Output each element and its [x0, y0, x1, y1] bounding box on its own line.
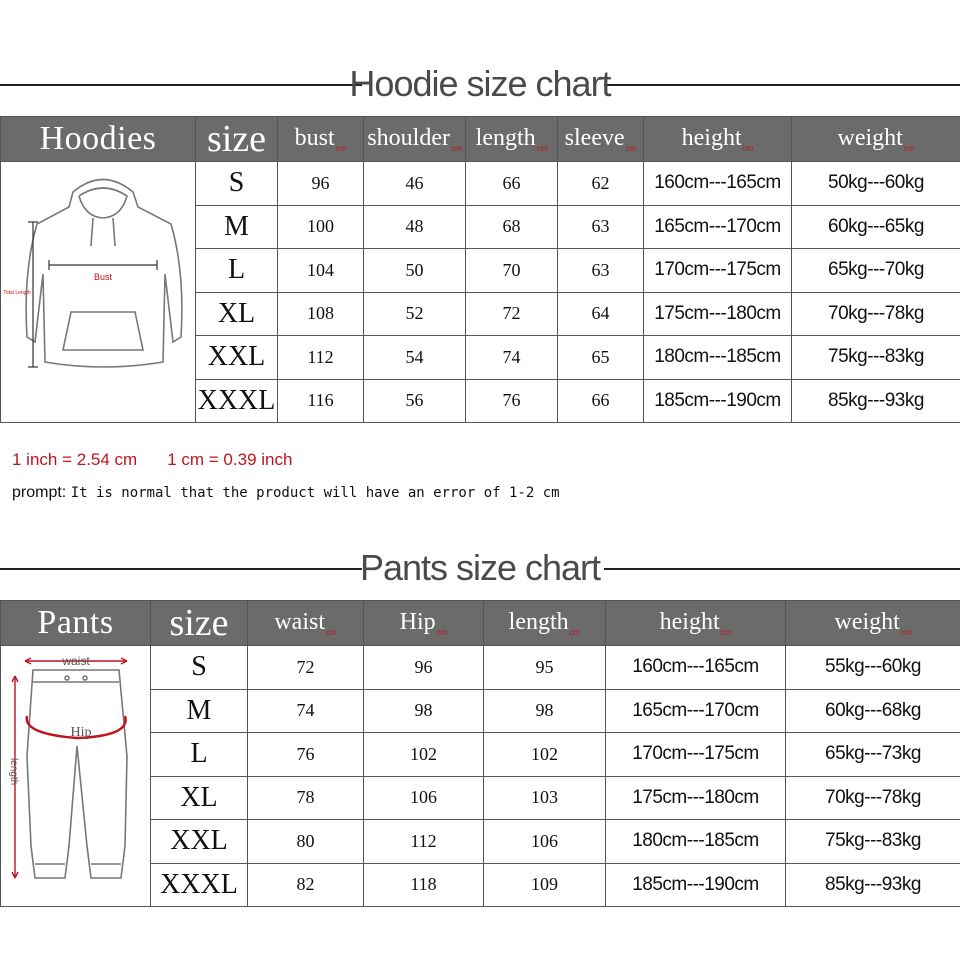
table-cell: 46 — [364, 162, 466, 206]
table-cell: 76 — [248, 733, 364, 777]
table-cell: 48 — [364, 205, 466, 249]
table-cell: 75kg---83kg — [792, 336, 960, 380]
table-cell: 170cm---175cm — [644, 249, 792, 293]
column-header — [248, 601, 364, 646]
table-cell: 100 — [278, 205, 364, 249]
table-cell: 98 — [364, 689, 484, 733]
table-cell: 108 — [278, 292, 364, 336]
pants-length-header: length — [508, 609, 569, 636]
unit-label: cm — [903, 143, 915, 153]
table-cell: 118 — [364, 863, 484, 907]
prompt-note — [12, 484, 560, 502]
table-cell: 175cm---180cm — [606, 776, 786, 820]
table-cell: 80 — [248, 820, 364, 864]
table-cell: 74 — [466, 336, 558, 380]
hip-label: Hip — [70, 725, 92, 740]
table-cell: 95 — [484, 646, 606, 690]
unit-conversion-note — [12, 450, 292, 470]
table-cell: 56 — [364, 379, 466, 423]
pants-size-header: size — [151, 601, 248, 646]
table-cell: 66 — [558, 379, 644, 423]
table-cell: 112 — [278, 336, 364, 380]
table-cell: 170cm---175cm — [606, 733, 786, 777]
table-cell: 102 — [364, 733, 484, 777]
hoodie-icon — [3, 162, 193, 417]
table-cell: 160cm---165cm — [644, 162, 792, 206]
column-header — [484, 601, 606, 646]
table-cell: 180cm---185cm — [644, 336, 792, 380]
pants-height-header: height — [659, 609, 720, 636]
table-cell: 64 — [558, 292, 644, 336]
height-header: height — [681, 125, 742, 152]
column-header — [278, 117, 364, 162]
hoodie-category-header: Hoodies — [1, 117, 196, 162]
size-cell: M — [151, 689, 248, 733]
table-cell: 72 — [466, 292, 558, 336]
table-row — [1, 646, 960, 690]
weight-header: weight — [837, 125, 903, 152]
table-cell: 185cm---190cm — [644, 379, 792, 423]
table-cell: 65kg---70kg — [792, 249, 960, 293]
table-cell: 66 — [466, 162, 558, 206]
table-cell: 180cm---185cm — [606, 820, 786, 864]
table-cell: 63 — [558, 205, 644, 249]
unit-label: cm — [742, 143, 754, 153]
size-cell: XXXL — [151, 863, 248, 907]
table-cell: 106 — [484, 820, 606, 864]
table-cell: 165cm---170cm — [606, 689, 786, 733]
pants-chart-title: Pants size chart — [359, 547, 601, 588]
column-header — [606, 601, 786, 646]
unit-label: cm — [450, 143, 462, 153]
hip-header: Hip — [399, 609, 436, 636]
pants-diagram — [1, 646, 151, 907]
table-cell: 60kg---65kg — [792, 205, 960, 249]
table-cell: 70 — [466, 249, 558, 293]
sleeve-header: sleeve — [564, 125, 625, 152]
table-cell: 116 — [278, 379, 364, 423]
table-cell: 74 — [248, 689, 364, 733]
table-cell: 70kg---78kg — [786, 776, 960, 820]
table-cell: 62 — [558, 162, 644, 206]
table-cell: 85kg---93kg — [792, 379, 960, 423]
size-cell: XXL — [151, 820, 248, 864]
size-cell: XL — [151, 776, 248, 820]
prompt-label: prompt: — [12, 484, 67, 501]
waist-label: waist — [62, 654, 90, 668]
hoodie-size-table — [0, 116, 960, 423]
table-cell: 175cm---180cm — [644, 292, 792, 336]
table-cell: 75kg---83kg — [786, 820, 960, 864]
prompt-text: It is normal that the product will have an error of 1-2 cm — [70, 485, 560, 501]
table-cell: 72 — [248, 646, 364, 690]
total-length-label: Total Length — [3, 290, 31, 296]
table-cell: 98 — [484, 689, 606, 733]
hoodie-diagram — [1, 162, 196, 423]
table-cell: 52 — [364, 292, 466, 336]
table-cell: 68 — [466, 205, 558, 249]
bust-label: Bust — [93, 272, 113, 282]
column-header — [644, 117, 792, 162]
column-header — [792, 117, 960, 162]
table-cell: 65 — [558, 336, 644, 380]
waist-header: waist — [274, 609, 325, 636]
size-cell: XL — [196, 292, 278, 336]
unit-label: cm — [536, 143, 548, 153]
table-cell: 96 — [364, 646, 484, 690]
table-cell: 50 — [364, 249, 466, 293]
table-cell: 82 — [248, 863, 364, 907]
length-label: length — [8, 758, 19, 786]
table-cell: 160cm---165cm — [606, 646, 786, 690]
table-row — [1, 162, 960, 206]
table-cell: 76 — [466, 379, 558, 423]
unit-label: cm — [436, 627, 448, 637]
table-cell: 165cm---170cm — [644, 205, 792, 249]
table-cell: 63 — [558, 249, 644, 293]
column-header — [364, 117, 466, 162]
table-cell: 185cm---190cm — [606, 863, 786, 907]
table-cell: 50kg---60kg — [792, 162, 960, 206]
unit-label: cm — [335, 143, 347, 153]
column-header — [466, 117, 558, 162]
column-header — [786, 601, 960, 646]
table-cell: 104 — [278, 249, 364, 293]
unit-label: cm — [625, 143, 637, 153]
shoulder-header: shoulder — [367, 125, 450, 152]
table-cell: 65kg---73kg — [786, 733, 960, 777]
column-header — [558, 117, 644, 162]
size-cell: XXXL — [196, 379, 278, 423]
table-cell: 70kg---78kg — [792, 292, 960, 336]
pants-section-title — [0, 548, 960, 588]
table-cell: 96 — [278, 162, 364, 206]
bust-header: bust — [294, 125, 335, 152]
table-cell: 112 — [364, 820, 484, 864]
cm-to-inch: 1 cm = 0.39 inch — [167, 450, 293, 469]
table-cell: 54 — [364, 336, 466, 380]
size-cell: XXL — [196, 336, 278, 380]
size-cell: S — [151, 646, 248, 690]
size-cell: L — [196, 249, 278, 293]
size-cell: L — [151, 733, 248, 777]
table-cell: 78 — [248, 776, 364, 820]
hoodie-chart-title: Hoodie size chart — [349, 63, 611, 104]
pants-icon — [3, 646, 148, 901]
size-cell: M — [196, 205, 278, 249]
table-cell: 103 — [484, 776, 606, 820]
unit-label: cm — [326, 627, 337, 637]
column-header — [364, 601, 484, 646]
size-cell: S — [196, 162, 278, 206]
table-cell: 55kg---60kg — [786, 646, 960, 690]
pants-weight-header: weight — [834, 609, 900, 636]
table-cell: 106 — [364, 776, 484, 820]
table-cell: 60kg---68kg — [786, 689, 960, 733]
unit-label: cm — [900, 627, 912, 637]
pants-size-table — [0, 600, 960, 907]
pants-category-header: Pants — [1, 601, 151, 646]
inch-to-cm: 1 inch = 2.54 cm — [12, 450, 138, 469]
table-cell: 109 — [484, 863, 606, 907]
length-header: length — [475, 125, 536, 152]
unit-label: cm — [720, 627, 732, 637]
table-cell: 85kg---93kg — [786, 863, 960, 907]
table-cell: 102 — [484, 733, 606, 777]
unit-label: cm — [569, 627, 581, 637]
hoodie-size-header: size — [196, 117, 278, 162]
hoodie-section-title — [0, 64, 960, 104]
